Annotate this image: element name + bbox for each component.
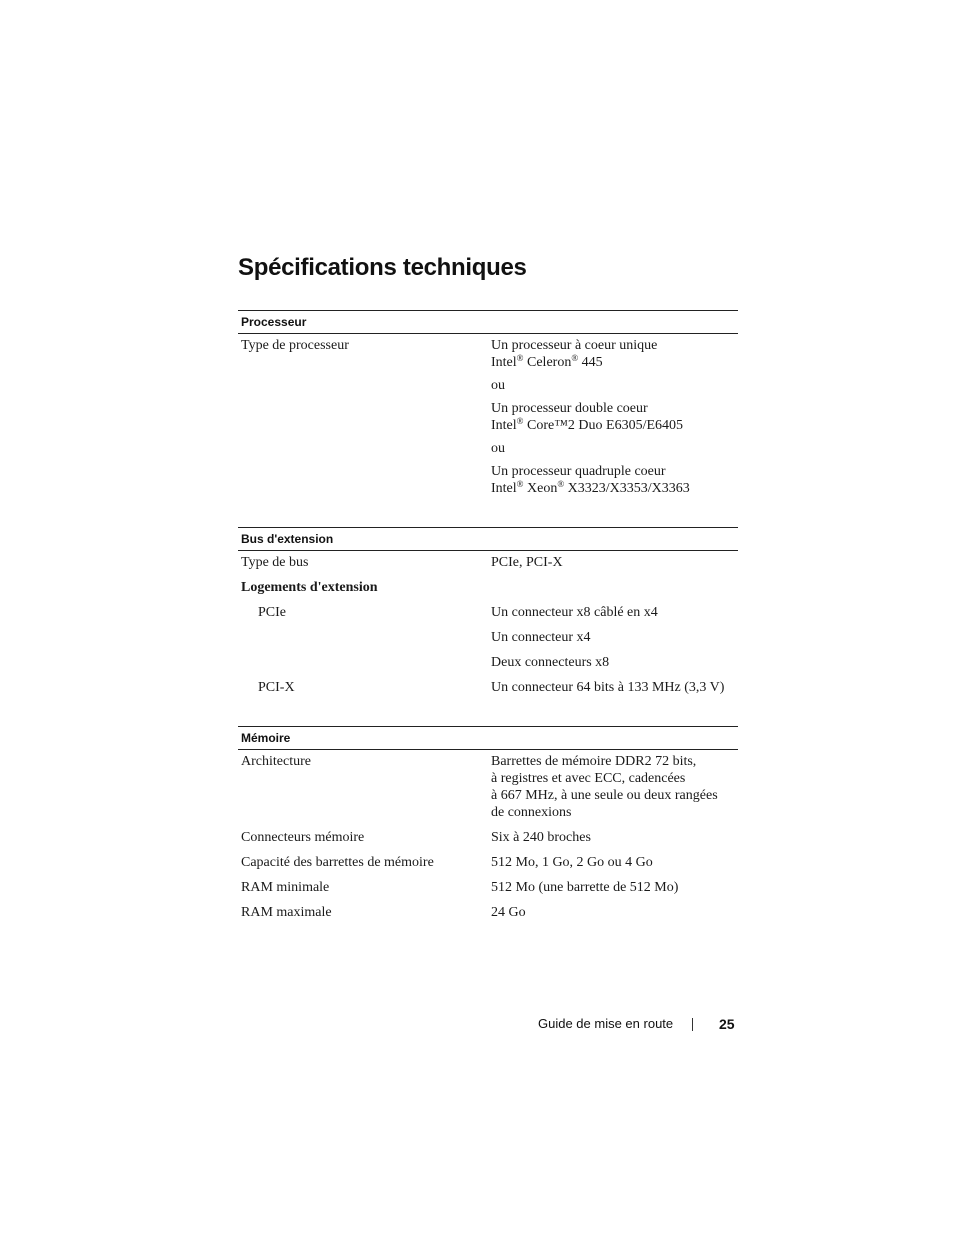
option-2-line-2: Intel® Core™2 Duo E6305/E6405 <box>491 416 684 433</box>
footer-guide-title: Guide de mise en route <box>538 1016 674 1031</box>
architecture-value <box>491 753 738 821</box>
module-capacity-value: 512 Mo, 1 Go, 2 Go ou 4 Go <box>491 855 653 870</box>
architecture-line-4: de connexions <box>491 805 572 820</box>
page-title: Spécifications techniques <box>238 254 527 281</box>
or-text-2: ou <box>491 441 505 456</box>
max-ram-label: RAM maximale <box>241 905 332 920</box>
bus-type-label: Type de bus <box>241 555 309 570</box>
module-capacity-row <box>238 854 738 879</box>
architecture-line-1: Barrettes de mémoire DDR2 72 bits, <box>491 754 697 769</box>
bus-type-row <box>238 554 738 579</box>
memory-connectors-label: Connecteurs mémoire <box>241 830 365 845</box>
pcie-label: PCIe <box>258 605 286 620</box>
option-3-line-2: Intel® Xeon® X3323/X3353/X3363 <box>491 479 690 496</box>
pcix-row <box>238 679 738 704</box>
bus-heading: Bus d'extension <box>238 527 738 551</box>
pcix-label: PCI-X <box>258 680 295 695</box>
option-1-line-1: Un processeur à coeur unique <box>491 338 658 353</box>
slots-row <box>238 579 738 604</box>
option-2-line-1: Un processeur double coeur <box>491 401 648 416</box>
pcie-value-1: Un connecteur x8 câblé en x4 <box>491 605 658 620</box>
pcie-row <box>238 604 738 679</box>
architecture-label: Architecture <box>241 754 311 769</box>
processor-type-value <box>491 337 738 497</box>
max-ram-value: 24 Go <box>491 905 526 920</box>
slots-label: Logements d'extension <box>241 580 378 595</box>
footer-separator <box>692 1018 693 1031</box>
pcix-value: Un connecteur 64 bits à 133 MHz (3,3 V) <box>491 680 725 695</box>
pcie-value-3: Deux connecteurs x8 <box>491 655 610 670</box>
processor-section <box>238 310 738 504</box>
processor-type-row <box>238 337 738 507</box>
option-1-line-2: Intel® Celeron® 445 <box>491 353 603 370</box>
pcie-values <box>491 604 738 679</box>
option-3-line-1: Un processeur quadruple coeur <box>491 464 666 479</box>
or-text-1: ou <box>491 378 505 393</box>
memory-section <box>238 726 738 926</box>
architecture-row <box>238 753 738 829</box>
min-ram-label: RAM minimale <box>241 880 330 895</box>
pcie-value-2: Un connecteur x4 <box>491 630 591 645</box>
min-ram-value: 512 Mo (une barrette de 512 Mo) <box>491 880 679 895</box>
min-ram-row <box>238 879 738 904</box>
bus-type-value: PCIe, PCI-X <box>491 555 563 570</box>
bus-section <box>238 527 738 701</box>
processor-type-label: Type de processeur <box>241 338 349 353</box>
architecture-line-2: à registres et avec ECC, cadencées <box>491 771 686 786</box>
memory-connectors-value: Six à 240 broches <box>491 830 591 845</box>
memory-heading: Mémoire <box>238 726 738 750</box>
page-number: 25 <box>719 1016 735 1032</box>
max-ram-row <box>238 904 738 929</box>
architecture-line-3: à 667 MHz, à une seule ou deux rangées <box>491 788 718 803</box>
processor-heading: Processeur <box>238 310 738 334</box>
module-capacity-label: Capacité des barrettes de mémoire <box>241 855 434 870</box>
memory-connectors-row <box>238 829 738 854</box>
